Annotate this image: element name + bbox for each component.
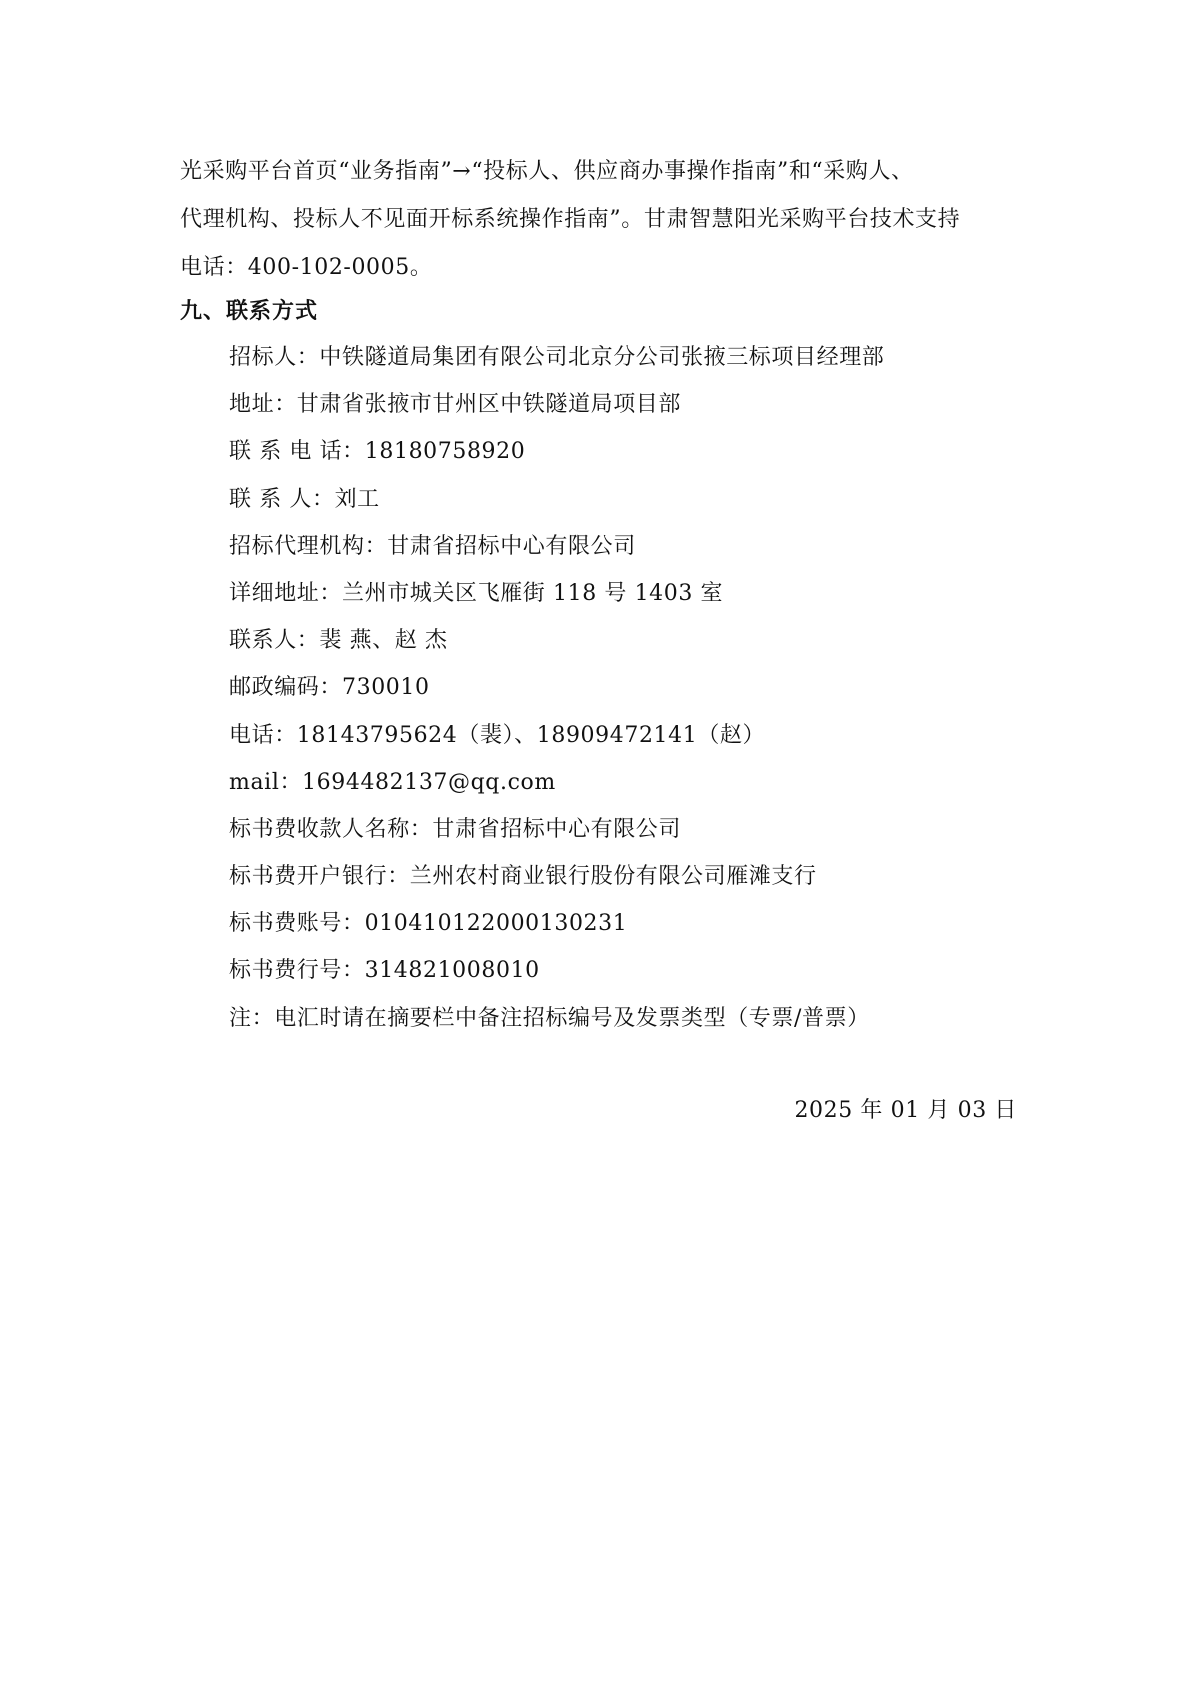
contact-email: mail：1694482137@qq.com [229,769,556,795]
paragraph-line: 电话：400-102-0005。 [180,255,433,280]
intro-paragraph [180,148,1020,292]
contact-agency-persons: 联系人：裴 燕、赵 杰 [229,628,448,654]
contact-tenderer: 招标人：中铁隧道局集团有限公司北京分公司张掖三标项目经理部 [229,345,885,370]
contact-person: 联 系 人：刘工 [229,486,380,512]
contact-phone: 联 系 电 话：18180758920 [229,439,526,465]
contact-agency-address: 详细地址：兰州市城关区飞雁街 118 号 1403 室 [229,580,724,606]
contact-agency-phone: 电话：18143795624（裴）、18909472141（赵） [229,722,766,748]
contact-postcode: 邮政编码：730010 [229,675,430,701]
paragraph-line: 光采购平台首页“业务指南”→“投标人、供应商办事操作指南”和“采购人、 [180,159,914,184]
fee-payee: 标书费收款人名称：甘肃省招标中心有限公司 [229,816,682,842]
section-heading: 九、联系方式 [180,299,319,324]
wire-transfer-note: 注：电汇时请在摘要栏中备注招标编号及发票类型（专票/普票） [229,1005,870,1031]
fee-bank-code: 标书费行号：314821008010 [229,958,540,984]
document-date: 2025 年 01 月 03 日 [794,1098,1017,1123]
contact-list [229,334,1029,1042]
contact-agency: 招标代理机构：甘肃省招标中心有限公司 [229,533,636,559]
contact-address: 地址：甘肃省张掖市甘州区中铁隧道局项目部 [229,392,682,418]
fee-account: 标书费账号：010410122000130231 [229,911,628,937]
fee-bank: 标书费开户银行：兰州农村商业银行股份有限公司雁滩支行 [229,864,817,890]
paragraph-line: 代理机构、投标人不见面开标系统操作指南”。甘肃智慧阳光采购平台技术支持 [180,207,961,232]
